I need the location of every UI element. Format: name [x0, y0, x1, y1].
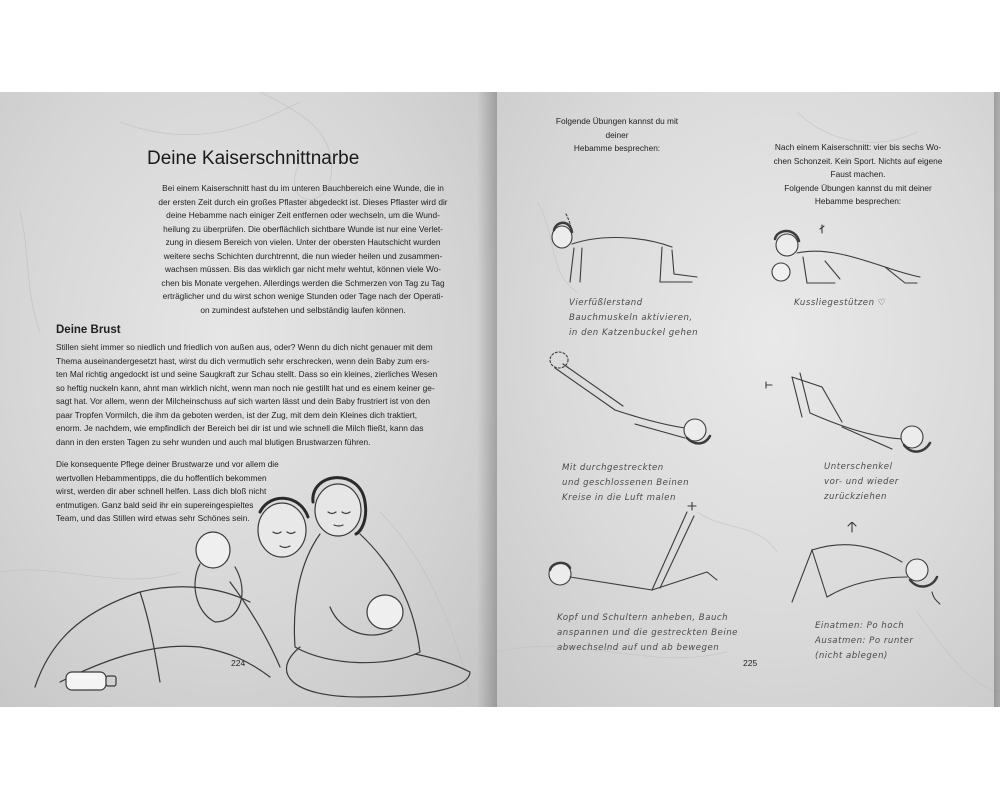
- caption-line: und geschlossenen Beinen: [562, 478, 690, 488]
- paragraph-brust: [56, 341, 448, 449]
- caption-line: abwechselnd auf und ab bewegen: [557, 643, 720, 653]
- exercise-3-caption: [562, 461, 689, 506]
- paragraph-kaiserschnittnarbe: [146, 182, 460, 317]
- text-line: Die konsequente Pflege deiner Brustwarze und vor allem die: [56, 459, 279, 469]
- text-line: ten Mal richtig angedockt ist und seine Saugkraft zur Schau stellt. Dass so ein kleines, zierliches Wesen: [56, 369, 438, 380]
- text-line: Nach einem Kaiserschnitt: vier bis sechs Wo-: [774, 142, 942, 152]
- text-line: weitere sechs Schichten durchtrennt, die nun wieder heilen und zusammen-: [163, 250, 443, 261]
- text-line: Team, und das Stillen wird etwas sehr Schönes sein.: [56, 513, 250, 524]
- exercise-4-caption: [824, 460, 899, 505]
- gutter-shadow: [477, 92, 497, 707]
- text-line: on zumindest aufstehen und selbständig laufen können.: [200, 304, 406, 315]
- text-line: heilung zu überprüfen. Die oberflächlich sichtbare Wunde ist nur eine Verlet-: [163, 223, 443, 234]
- exercise-6-sketch: [782, 522, 947, 612]
- text-line: zung in diesem Bereich von vielen. Unter der obersten Hautschicht wurden: [165, 237, 441, 248]
- caption-line: Kopf und Schultern anheben, Bauch: [557, 613, 729, 623]
- exercise-2-sketch: [765, 217, 925, 292]
- text-line: chen bis Monate vergehen. Allerdings werden die Schmerzen von Tag zu Tag: [161, 277, 445, 288]
- caption-line: Vierfüßlerstand: [569, 298, 643, 308]
- text-line: Thema auseinandergesetzt hast, wirst du dich vermutlich sehr erschrecken, wenn dein Baby zum ers-: [56, 355, 430, 366]
- exercise-2-caption: [794, 296, 886, 311]
- text-line: dann in den ersten Tagen zu sehr wunden und auch mal blutigen Brustwarzen führen.: [56, 436, 371, 447]
- book-spread: [0, 92, 1000, 707]
- caption-line: (nicht ablegen): [815, 651, 888, 661]
- page-title: Deine Kaiserschnittnarbe: [147, 148, 360, 169]
- exercise-5-sketch: [542, 502, 722, 602]
- exercise-1-sketch: [542, 212, 702, 287]
- exercise-6-caption: [815, 619, 913, 664]
- text-line: Folgende Übungen kannst du mit deiner: [784, 182, 932, 193]
- caption-line: Ausatmen: Po runter: [815, 636, 914, 646]
- caption-line: in den Katzenbuckel gehen: [569, 328, 699, 338]
- text-line: so heftig nuckeln kann, ahnt man wirklich nicht, wenn man noch nie gestillt hat und es einem keiner ge-: [56, 382, 435, 393]
- text-line: Hebamme besprechen:: [814, 196, 902, 206]
- text-line: deine Hebamme nach einiger Zeit entfernen oder wechseln, um die Wund-: [166, 210, 440, 221]
- text-line: wachsen müssen. Bis das wirklich gar nicht mehr wehtut, können viele Wo-: [164, 264, 442, 275]
- intro-text-left: [552, 115, 682, 156]
- text-line: Hebamme besprechen:: [573, 143, 661, 153]
- caption-line: Einatmen: Po hoch: [815, 621, 905, 631]
- page-number-left: 224: [231, 658, 246, 668]
- exercise-3-sketch: [545, 350, 720, 450]
- text-line: Faust machen.: [830, 169, 886, 179]
- caption-line: Mit durchgestreckten: [562, 463, 664, 473]
- caption-line: vor- und wieder: [824, 477, 899, 487]
- caption-line: Unterschenkel: [824, 462, 893, 472]
- caption-line: anspannen und die gestreckten Beine: [557, 628, 738, 638]
- left-page: [0, 92, 497, 707]
- text-line: Stillen sieht immer so niedlich und friedlich von außen aus, oder? Wenn du dich nicht genauer mit dem: [56, 342, 433, 352]
- exercise-5-caption: [557, 611, 738, 656]
- family-illustration: [30, 472, 480, 707]
- subheading-brust: Deine Brust: [56, 324, 121, 336]
- gutter-shadow: [994, 92, 1000, 707]
- text-line: paar Tropfen Vormilch, die ihm da geboten werden, ist der Zug, mit dem dein Kleines dich traktiert,: [56, 409, 418, 420]
- text-line: Bei einem Kaiserschnitt hast du im unteren Bauchbereich eine Wunde, die in: [162, 183, 444, 193]
- text-line: Folgende Übungen kannst du mit deiner: [555, 116, 679, 140]
- exercise-1-caption: [569, 296, 698, 341]
- caption-line: Kreise in die Luft malen: [562, 493, 676, 503]
- text-line: wirst, werden dir aber schnell helfen. Lass dich bloß nicht: [56, 486, 267, 497]
- caption-line: Bauchmuskeln aktivieren,: [569, 313, 693, 323]
- page-number-right: 225: [743, 658, 758, 668]
- text-line: enorm. Je nachdem, wie empfindlich der Bereich bei dir ist und wie schnell die Milch fließt, kann das: [56, 423, 424, 434]
- text-line: erträglicher und du wirst schon wenige Stunden oder Tage nach der Operati-: [162, 291, 444, 302]
- text-line: der ersten Zeit durch ein großes Pflaster abgedeckt ist. Dieses Pflaster wird dir: [158, 196, 448, 207]
- text-line: chen Schonzeit. Kein Sport. Nichts auf eigene: [773, 155, 943, 166]
- text-line: sagt hat. Vor allem, wenn der Milcheinschuss auf sich warten lässt und dein Baby frustriert ist von den: [56, 396, 431, 407]
- text-line: wertvollen Hebammentipps, die du hoffentlich bekommen: [56, 472, 267, 483]
- exercise-4-sketch: [762, 367, 942, 462]
- right-page: [497, 92, 1000, 707]
- caption-line: zurückziehen: [824, 492, 888, 502]
- caption-line: Kussliegestützen ♡: [794, 298, 886, 308]
- text-line: entmutigen. Ganz bald seid ihr ein supereingespieltes: [56, 499, 254, 510]
- intro-text-right: [762, 141, 954, 209]
